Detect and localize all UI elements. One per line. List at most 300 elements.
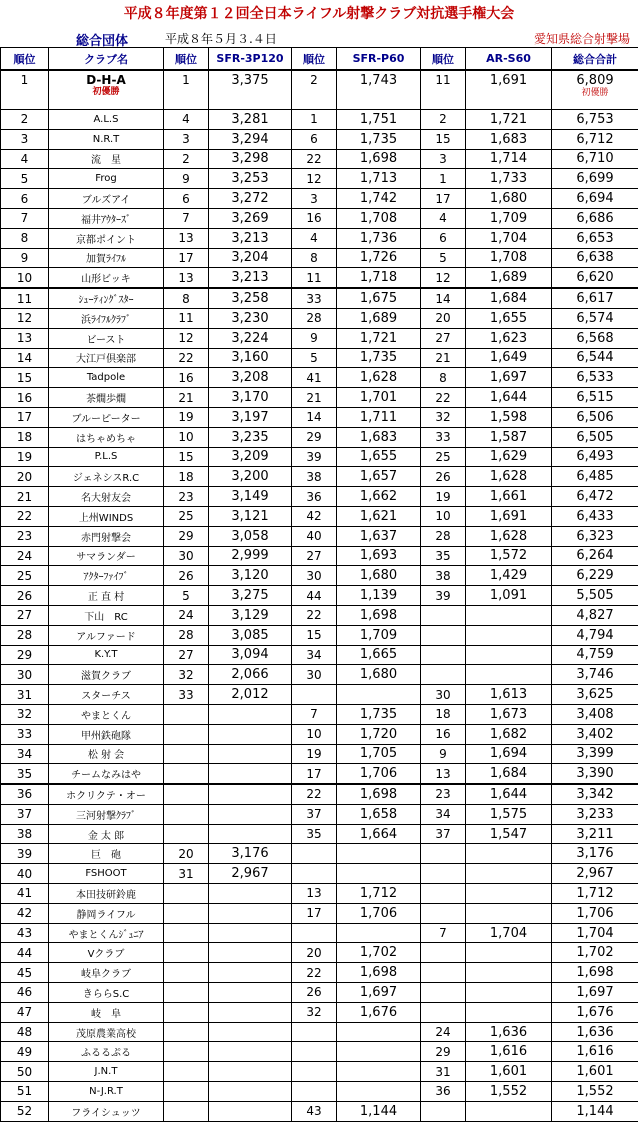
rank-p60: 27: [306, 548, 322, 563]
score-3p120: 2,967: [231, 866, 269, 882]
rank-3p-cell: [164, 804, 209, 824]
rank-p60-cell: [292, 724, 337, 744]
score-p60-cell: [337, 407, 421, 427]
table-row: [1, 1002, 638, 1022]
total-cell: [552, 704, 638, 724]
score-3p120: 3,213: [231, 270, 269, 286]
score-3p120: 2,012: [231, 687, 269, 702]
rank-3p: 30: [178, 548, 194, 563]
total-cell: [552, 208, 638, 228]
score-ar-cell: [466, 447, 552, 467]
club-name-cell: [49, 208, 164, 228]
rank-ar-cell: [421, 1022, 466, 1042]
rank-3p: 20: [178, 846, 194, 861]
score-3p120: 3,149: [231, 489, 269, 505]
club-name-cell: [49, 189, 164, 209]
score-p60: 1,664: [359, 826, 398, 842]
rank: 18: [16, 430, 33, 445]
rank-ar: 19: [435, 489, 451, 504]
rank-3p-cell: [164, 1101, 209, 1121]
rank-ar: 15: [435, 132, 451, 147]
rank: 34: [16, 746, 33, 761]
rank-3p-cell: [164, 1082, 209, 1102]
score-3p120: 3,298: [231, 151, 269, 167]
rank-ar-cell: [421, 1042, 466, 1062]
score-p60-cell: [337, 784, 421, 804]
score-p60-cell: [337, 487, 421, 507]
score-p60-cell: [337, 923, 421, 943]
total-cell: [552, 447, 638, 467]
rank: 49: [16, 1044, 33, 1059]
score-ar-cell: [466, 625, 552, 645]
rank-ar-cell: [421, 923, 466, 943]
score-p60-cell: [337, 724, 421, 744]
rank-3p-cell: [164, 388, 209, 408]
total-cell: [552, 764, 638, 784]
rank-3p: 17: [178, 250, 194, 265]
score-3p120-cell: [209, 566, 292, 586]
score-ar: 1,628: [489, 528, 528, 544]
rank: 6: [20, 191, 29, 206]
total: 6,229: [576, 568, 614, 584]
total: 3,176: [576, 846, 614, 862]
total: 6,472: [576, 489, 614, 505]
total-cell: [552, 665, 638, 685]
rank-p60: 4: [310, 231, 318, 246]
club-name-cell: [49, 566, 164, 586]
total-cell: [552, 487, 638, 507]
club-name: 赤門射撃会: [81, 532, 131, 544]
rank-p60: 22: [306, 151, 322, 166]
rank-cell: [1, 388, 49, 408]
table-row: [1, 983, 638, 1003]
total: 3,211: [576, 826, 614, 842]
table-row: [1, 645, 638, 665]
score-ar-cell: [466, 923, 552, 943]
score-3p120-cell: [209, 110, 292, 130]
score-ar-cell: [466, 189, 552, 209]
score-p60: 1,718: [359, 270, 398, 286]
score-ar-cell: [466, 348, 552, 368]
score-3p120-cell: [209, 1082, 292, 1102]
rank-ar: 5: [439, 250, 447, 265]
rank-p60-cell: [292, 169, 337, 189]
score-ar: 1,613: [489, 687, 528, 702]
table-row: [1, 605, 638, 625]
total-cell: [552, 685, 638, 705]
club-name-cell: [49, 704, 164, 724]
club-name: ｱｸﾀｰﾌｧｲﾌﾞ: [83, 572, 129, 584]
table-row: [1, 546, 638, 566]
total-cell: [552, 983, 638, 1003]
club-name: ｼｭｰﾃｨﾝｸﾞｽﾀｰ: [78, 295, 134, 307]
score-ar-cell: [466, 467, 552, 487]
total-cell: [552, 407, 638, 427]
club-name-cell: [49, 328, 164, 348]
score-ar-cell: [466, 566, 552, 586]
rank-cell: [1, 248, 49, 268]
rank-ar: 39: [435, 588, 451, 603]
score-3p120-cell: [209, 943, 292, 963]
score-ar-cell: [466, 526, 552, 546]
rank-p60-cell: [292, 665, 337, 685]
total-cell: [552, 1082, 638, 1102]
score-3p120: 3,094: [231, 647, 269, 663]
score-3p120-cell: [209, 963, 292, 983]
score-3p120: 3,176: [231, 846, 269, 862]
score-3p120-cell: [209, 824, 292, 844]
table-row: [1, 447, 638, 467]
table-row: [1, 704, 638, 724]
score-p60-cell: [337, 1042, 421, 1062]
club-name-cell: [49, 546, 164, 566]
score-ar: 1,629: [489, 449, 528, 465]
rank-p60: 17: [306, 766, 322, 781]
rank-p60-cell: [292, 268, 337, 288]
table-row: [1, 1082, 638, 1102]
rank: 51: [16, 1084, 33, 1099]
rank: 44: [16, 945, 33, 960]
rank-p60: 43: [306, 1104, 322, 1119]
rank-3p: 9: [182, 171, 190, 186]
rank-p60-cell: [292, 983, 337, 1003]
score-p60-cell: [337, 129, 421, 149]
score-ar-cell: [466, 1022, 552, 1042]
category-label: 総合団体: [76, 34, 129, 49]
club-name: 岐阜クラブ: [81, 969, 131, 981]
score-3p120: 3,213: [231, 230, 269, 246]
rank-cell: [1, 1101, 49, 1121]
club-name-cell: [49, 983, 164, 1003]
rank-p60: 9: [310, 331, 318, 346]
rank-p60-cell: [292, 943, 337, 963]
club-name: K.Y.T: [94, 649, 118, 661]
club-name-cell: [49, 844, 164, 864]
score-3p120: 3,281: [231, 111, 269, 127]
rank-cell: [1, 487, 49, 507]
total: 1,144: [576, 1103, 614, 1119]
rank-ar: 22: [435, 390, 451, 405]
rank: 31: [16, 687, 33, 702]
club-name-cell: [49, 685, 164, 705]
rank-3p: 32: [178, 667, 194, 682]
club-name: ブルーピーター: [71, 413, 141, 425]
total-cell: [552, 308, 638, 328]
total: 6,493: [576, 449, 614, 465]
score-ar: 1,683: [489, 131, 528, 147]
score-ar: 1,709: [489, 210, 528, 226]
total-cell: [552, 70, 638, 110]
rank-p60-cell: [292, 764, 337, 784]
page-title: 平成８年度第１２回全日本ライフル射撃クラブ対抗選手権大会: [123, 6, 515, 22]
rank-ar: 28: [435, 529, 451, 544]
rank-3p-cell: [164, 566, 209, 586]
rank-cell: [1, 427, 49, 447]
rank: 15: [16, 370, 33, 385]
score-ar: 1,691: [489, 508, 528, 524]
score-3p120-cell: [209, 467, 292, 487]
score-ar: 1,598: [489, 409, 528, 425]
club-name-cell: [49, 1082, 164, 1102]
rank-3p-cell: [164, 526, 209, 546]
rank: 8: [20, 231, 29, 246]
score-p60: 1,628: [359, 370, 398, 386]
club-name-cell: [49, 1042, 164, 1062]
rank-3p: 13: [178, 270, 194, 285]
rank-p60-cell: [292, 129, 337, 149]
score-ar: 1,714: [489, 151, 528, 167]
rank-p60-cell: [292, 248, 337, 268]
rank-cell: [1, 1062, 49, 1082]
score-ar-cell: [466, 546, 552, 566]
club-name: P.L.S: [94, 451, 118, 463]
rank-p60: 37: [306, 807, 322, 822]
rank-3p-cell: [164, 586, 209, 606]
rank-p60: 34: [306, 647, 322, 662]
rank-cell: [1, 149, 49, 169]
club-name: FSHOOT: [85, 868, 127, 880]
rank-cell: [1, 1042, 49, 1062]
rank-ar: 35: [435, 548, 451, 563]
club-name-cell: [49, 70, 164, 110]
club-name-cell: [49, 110, 164, 130]
club-name-cell: [49, 388, 164, 408]
score-3p120: 2,066: [231, 667, 269, 683]
club-name-cell: [49, 447, 164, 467]
total-cell: [552, 169, 638, 189]
table-row: [1, 665, 638, 685]
score-ar: 1,091: [489, 588, 528, 604]
rank-p60: 20: [306, 945, 322, 960]
rank-p60-cell: [292, 288, 337, 308]
rank-ar: 18: [435, 707, 451, 722]
rank-p60-cell: [292, 506, 337, 526]
score-p60-cell: [337, 884, 421, 904]
rank-ar: 6: [439, 231, 447, 246]
total-cell: [552, 129, 638, 149]
score-ar-cell: [466, 169, 552, 189]
score-p60: 1,711: [359, 409, 398, 425]
rank-3p-cell: [164, 407, 209, 427]
score-ar: 1,616: [489, 1044, 528, 1060]
score-ar: 1,547: [489, 826, 528, 842]
score-p60-cell: [337, 1002, 421, 1022]
rank-p60-cell: [292, 447, 337, 467]
rank-p60: 14: [306, 410, 322, 425]
total-cell: [552, 110, 638, 130]
rank-p60: 41: [306, 370, 322, 385]
table-row: [1, 526, 638, 546]
score-p60-cell: [337, 665, 421, 685]
rank-3p: 3: [182, 132, 190, 147]
total: 3,399: [576, 746, 614, 762]
club-name: ブルズアイ: [81, 195, 131, 207]
score-p60: 1,706: [359, 905, 398, 921]
score-p60: 1,683: [359, 429, 398, 445]
club-name: 山形ビッキ: [81, 274, 131, 286]
score-3p120-cell: [209, 407, 292, 427]
rank-3p-cell: [164, 487, 209, 507]
club-name-cell: [49, 903, 164, 923]
rank-ar: 31: [435, 1064, 451, 1079]
total-cell: [552, 1062, 638, 1082]
rank-3p: 15: [178, 449, 194, 464]
total: 6,568: [576, 330, 614, 346]
score-3p120: 3,258: [231, 291, 269, 307]
club-name: N-J.R.T: [89, 1085, 123, 1097]
total-cell: [552, 228, 638, 248]
rank-p60: 33: [306, 291, 322, 306]
rank-ar: 33: [435, 430, 451, 445]
total: 5,505: [576, 588, 614, 604]
table-row: [1, 149, 638, 169]
score-ar-cell: [466, 388, 552, 408]
rank-ar: 3: [439, 151, 447, 166]
rank-p60: 3: [310, 191, 318, 206]
rank: 16: [16, 390, 33, 405]
score-p60: 1,657: [359, 469, 398, 485]
rank-p60-cell: [292, 625, 337, 645]
score-ar-cell: [466, 685, 552, 705]
total-cell: [552, 467, 638, 487]
total: 6,515: [576, 390, 614, 406]
score-3p120: 3,294: [231, 131, 269, 147]
winner-badge: 初優勝: [581, 88, 609, 98]
rank: 50: [16, 1064, 33, 1079]
table-row: [1, 864, 638, 884]
rank-p60-cell: [292, 110, 337, 130]
club-name-cell: [49, 665, 164, 685]
score-ar-cell: [466, 586, 552, 606]
score-3p120: 3,170: [231, 390, 269, 406]
score-ar: 1,655: [489, 310, 528, 326]
score-p60-cell: [337, 963, 421, 983]
club-name: ホクリクテ・オー: [66, 790, 146, 802]
rank-p60-cell: [292, 605, 337, 625]
rank-3p-cell: [164, 308, 209, 328]
club-name: 茶燗歩燗: [86, 394, 126, 406]
club-name-cell: [49, 129, 164, 149]
score-p60-cell: [337, 605, 421, 625]
score-p60-cell: [337, 149, 421, 169]
rank-ar: 10: [435, 509, 451, 524]
table-row: [1, 348, 638, 368]
total: 6,544: [576, 350, 614, 366]
club-name: 福井ｱｳﾀｰｽﾞ: [81, 214, 131, 226]
rank-p60-cell: [292, 685, 337, 705]
score-ar-cell: [466, 427, 552, 447]
club-name: J.N.T: [94, 1066, 118, 1078]
score-p60-cell: [337, 328, 421, 348]
rank: 11: [16, 291, 33, 306]
rank-3p: 26: [178, 568, 194, 583]
rank: 17: [16, 410, 33, 425]
rank-3p-cell: [164, 288, 209, 308]
rank-cell: [1, 923, 49, 943]
rank-p60: 5: [310, 350, 318, 365]
rank-cell: [1, 208, 49, 228]
score-3p120: 2,999: [231, 548, 269, 564]
rank-3p-cell: [164, 467, 209, 487]
date-label: 平成８年５月３.４日: [165, 32, 277, 46]
rank-ar: 1: [439, 171, 447, 186]
rank-3p-cell: [164, 348, 209, 368]
score-ar-cell: [466, 744, 552, 764]
score-ar-cell: [466, 724, 552, 744]
score-p60-cell: [337, 586, 421, 606]
club-name-cell: [49, 1022, 164, 1042]
table-row: [1, 923, 638, 943]
score-ar: 1,673: [489, 706, 528, 722]
score-3p120-cell: [209, 665, 292, 685]
rank-p60-cell: [292, 923, 337, 943]
rank-cell: [1, 744, 49, 764]
rank-p60-cell: [292, 407, 337, 427]
rank-cell: [1, 1002, 49, 1022]
club-name-cell: [49, 744, 164, 764]
total-cell: [552, 963, 638, 983]
score-ar: 1,587: [489, 429, 528, 445]
rank-cell: [1, 784, 49, 804]
rank-p60-cell: [292, 884, 337, 904]
score-ar-cell: [466, 328, 552, 348]
header-sfr-3p120: SFR-3P120: [209, 48, 292, 71]
score-ar-cell: [466, 1002, 552, 1022]
rank-3p: 8: [182, 291, 190, 306]
rank-ar-cell: [421, 764, 466, 784]
rank-ar-cell: [421, 248, 466, 268]
table-row: [1, 1062, 638, 1082]
total-cell: [552, 744, 638, 764]
rank: 13: [16, 331, 33, 346]
rank: 46: [16, 985, 33, 1000]
score-3p120-cell: [209, 308, 292, 328]
total: 4,759: [576, 647, 614, 663]
rank-p60-cell: [292, 824, 337, 844]
rank-ar-cell: [421, 864, 466, 884]
total: 6,638: [576, 250, 614, 266]
rank-3p-cell: [164, 427, 209, 447]
rank-ar-cell: [421, 328, 466, 348]
score-ar: 1,721: [489, 111, 528, 127]
score-p60-cell: [337, 368, 421, 388]
table-row: [1, 724, 638, 744]
table-row: [1, 685, 638, 705]
rank-ar-cell: [421, 407, 466, 427]
score-p60-cell: [337, 625, 421, 645]
rank-ar: 30: [435, 687, 451, 702]
table-row: [1, 427, 638, 447]
score-ar-cell: [466, 248, 552, 268]
rank-ar-cell: [421, 963, 466, 983]
club-name: 甲州鉄砲隊: [81, 730, 131, 742]
score-p60: 1,698: [359, 607, 398, 623]
rank-ar: 27: [435, 331, 451, 346]
score-ar: 1,649: [489, 350, 528, 366]
total-cell: [552, 288, 638, 308]
rank-ar: 25: [435, 449, 451, 464]
rank-3p-cell: [164, 704, 209, 724]
club-name-cell: [49, 268, 164, 288]
table-row: [1, 189, 638, 209]
rank-p60: 15: [306, 628, 322, 643]
rank-ar-cell: [421, 368, 466, 388]
total: 6,653: [576, 230, 614, 246]
club-name-cell: [49, 1002, 164, 1022]
score-ar-cell: [466, 228, 552, 248]
rank: 47: [16, 1005, 33, 1020]
rank-3p-cell: [164, 923, 209, 943]
